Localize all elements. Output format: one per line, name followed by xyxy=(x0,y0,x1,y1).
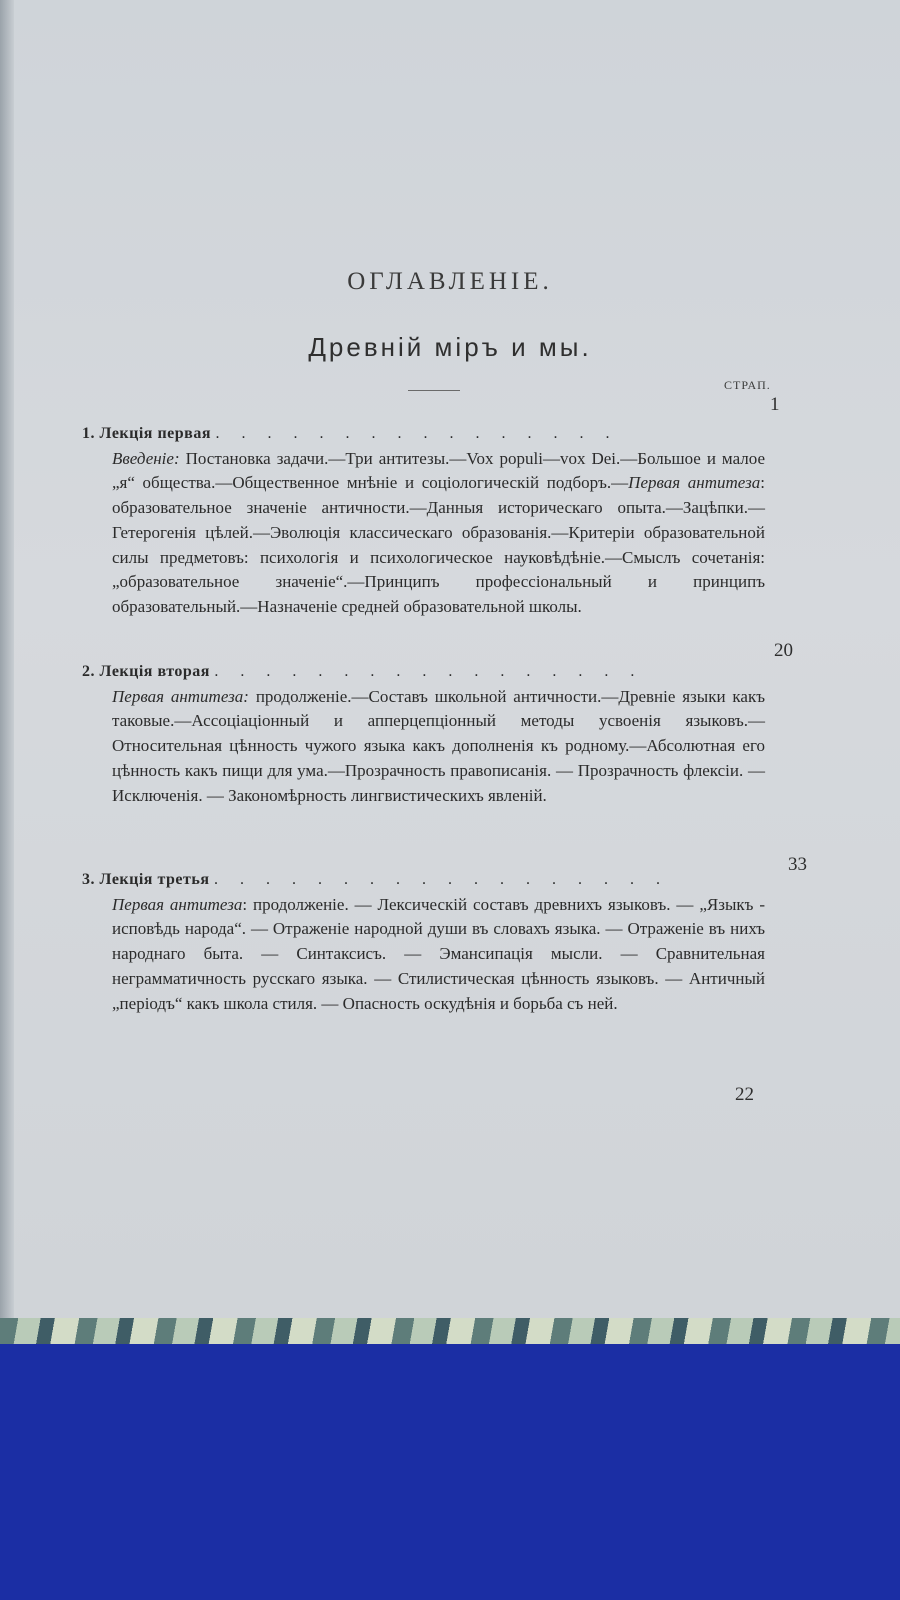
entry-lead: Первая антитеза xyxy=(112,894,243,914)
entry-page-number: 33 xyxy=(788,854,807,875)
blue-cloth-background xyxy=(0,1344,900,1600)
page-column-label: СТРАП. xyxy=(724,378,771,392)
entry-lead: Первая антитеза: xyxy=(112,686,249,706)
marbled-endpaper xyxy=(0,1318,900,1344)
page-title: ОГЛАВЛЕНІЕ. xyxy=(347,268,553,295)
entry-page-number: 20 xyxy=(774,640,793,661)
entry-heading-text: 3. Лекція третья xyxy=(82,871,210,888)
toc-entry xyxy=(60,422,765,620)
entry-heading-text: 2. Лекція вторая xyxy=(82,663,210,680)
toc-entry xyxy=(60,868,765,1016)
entry-text: : продолженіе. — Лексическій составъ древнихъ языковъ. — „Языкъ - исповѣдь народа“. — Отраженіе народной души въ словахъ языка. — Отраженіе въ нихъ народнаго быта. — Синтаксисъ. — Эмансипація мысли. — Сравнительная неграмматичность русскаго языка. — Стилистическая цѣнность языковъ. — Античный „періодъ“ какъ школа стиля. — Опасность оскудѣнія и борьба съ ней. xyxy=(112,894,765,1013)
entry-text-continued: : образовательное значеніе античности.—Данныя историческаго опыта.—Зацѣпки.—Гетерогенія цѣлей.—Эволюція классическаго образованія.—Критеріи образовательной силы предметовъ: психологія и психологическое науковѣдѣніе.—Смыслъ сочетанія: „образовательное значеніе“.—Принципъ профессіональный и принципъ образовательный.—Назначеніе средней образовательной школы. xyxy=(112,473,765,616)
entry-summary xyxy=(60,893,765,1017)
page-shadow-edge xyxy=(0,0,14,1318)
entry-summary xyxy=(60,685,765,809)
leader-dots: . . . . . . . . . . . . . . . . . . xyxy=(213,871,669,888)
entry-heading xyxy=(60,660,765,685)
entry-lead: Введеніе: xyxy=(112,448,180,468)
leader-dots: . . . . . . . . . . . . . . . . xyxy=(215,425,619,442)
entry-italic-term: Первая антитеза xyxy=(628,473,761,493)
entry-heading xyxy=(60,868,765,893)
page-subtitle: Древній міръ и мы. xyxy=(308,332,592,362)
entry-heading-text: 1. Лекція первая xyxy=(82,425,211,442)
entry-text: Постановка задачи.—Три антитезы.—Vox populi—vox Dei.—Большое и малое „я“ общества.—Общественное мнѣніе и соціологическій подборъ.— xyxy=(112,448,766,493)
toc-entry xyxy=(60,660,765,808)
entry-heading xyxy=(60,422,765,447)
entry-summary xyxy=(60,447,765,620)
entry-page-number: 1 xyxy=(770,394,780,415)
title-rule xyxy=(408,390,460,391)
leader-dots: . . . . . . . . . . . . . . . . . xyxy=(214,663,644,680)
page-folio-number: 22 xyxy=(735,1084,754,1105)
entry-text: продолженіе.—Составъ школьной античности.—Древніе языки какъ таковые.—Ассоціаціонный и апперцепціонный методы усвоенія языковъ.—Относительная цѣнность чужого языка какъ дополненія къ родному.—Абсолютная его цѣнность какъ пищи для ума.—Прозрачность правописанія. — Прозрачность флексіи. — Исключенія. — Закономѣрность лингвистическихъ явленій. xyxy=(112,686,766,805)
